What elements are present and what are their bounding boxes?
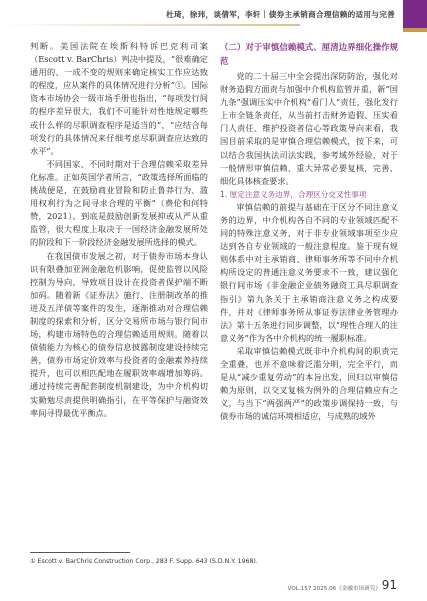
- footnote-marker: ①: [30, 558, 36, 565]
- header-rule: [0, 24, 300, 26]
- paragraph: 采取审慎信赖模式既非中介机构间的职责完全重叠，也并不意味着泛滥分明，完全平行，而是从“减少重复劳动”的本旨出发，回归以审慎信赖为原则，以交叉复核为例外的合理信赖应有之义，与当下“两强两严”的政策步调保持一致，与债券市场的诚信环境相适应，与成熟的域外: [220, 345, 398, 422]
- journal-info: VOL.157 2025.06《金融市场研究》: [287, 586, 381, 592]
- footnote-rule: [30, 552, 130, 553]
- paragraph: 审慎信赖的前提与基础在于区分不同注意义务的边界，中介机构各自不同的专业领域匹配不同的特殊注意义务，对于非专业领域事项至少应达到各自专业领域的一般注意程度。鉴于现有规则体系中对主承销商、律师事务所等不同中介机构所设定的普通注意义务要求不一致，建议强化银行间市场《非金融企业债务融资工具尽职调查指引》第九条关于主承销商注意义务之构成要件，并对《律师事务所从事证券法律业务管理办法》第十五条进行同步调整，以“理性合理人的注意义务”作为各中介机构的统一履职标准。: [220, 201, 398, 343]
- running-head: 杜琦，徐玮，谈倩军，李轩｜债券主承销商合理信赖的适用与完善: [166, 10, 395, 19]
- paragraph: 在我国债市发展之初，对于债券市场本身认识有限叠加亚洲金融危机影响，促使监管以风险控制为导向，导致项目设计在投资者保护端不断加码。随着新《证券法》施行、注册制改革的推进及五洋债等案件的发生，逐渐推动对合理信赖制度的探索和分析，区分交易所市场与银行间市场，构建市场特色的合理信赖适用规则。随着以债债能力为核心的债券信息披露制度建设持续完善，债券市场定价效率与投资者的金融素养持续提升，也可以相匹配地在履职效率端增加筹码。通过持续完善配套制度机制建设，为中介机构切实勤勉尽责提供明确指引，在平等保护与融资效率间寻得最优平衡点。: [30, 250, 208, 418]
- paragraph: 判断。美国法院在埃斯科特诉巴克利司案（Escott v. BarChris）判决中提及，“很难确定通用的、一成不变的规则来确定核实工作应达致的程度，应从案件的具体情况进行分析”①。国际资本市场协会一级市场手册也指出，“每项发行间的程序差异很大，我们不可能针对性地规定哪些或什么样的尽职调查程序是适当的”，“应结合每项发行的具体情况来仔细考虑尽职调查应达致的水平”。: [30, 41, 208, 156]
- corner-decoration: [403, 0, 427, 28]
- left-column: [30, 40, 208, 420]
- section-heading: （二）对于审慎信赖模式、厘清边界细化操作规范: [220, 42, 398, 66]
- footnote-text: Escott v. BarChris Construction Corp., 283 F. Supp. 643 (S.D.N.Y. 1968).: [37, 558, 258, 565]
- top-banner: [0, 0, 427, 30]
- right-column: [220, 40, 398, 423]
- paragraph: 不同国家、不同时期对于合理信赖采取差异化标准。正如英国学者所言，“政策选择所面临的挑战便是，在鼓励商业冒险和防止鲁莽行为、滥用权利行为之间寻求合理的平衡”（费伦和何特赞，2021）。到底是鼓励创新发展抑或从严从重监管，很大程度上取决于一国经济金融发展所处的阶段和下一阶段经济金融发展所选择的模式。: [30, 158, 208, 248]
- footnote: [30, 558, 330, 565]
- paragraph: 党的二十届三中全会提出深防防治，强化对财务造假方面责与加强中介机构监管并重，新“国九条”强调压实中介机构“看门人”责任，强化发行上市全链条责任，从当前打击财务造假、压实看门人责任、维护投资者信心等政策导向来看，我国目前采取的是审慎合理信赖模式，按下来，可以结合我国执法司法实践，参考域外经验，对于一般情形审慎信赖、重大异常必要复核，完善、细化具体核查要求。: [220, 71, 398, 186]
- page-number: 91: [381, 578, 397, 592]
- subsection-heading: 1. 厘定注意义务边界，合理区分交叉性事项: [220, 189, 367, 199]
